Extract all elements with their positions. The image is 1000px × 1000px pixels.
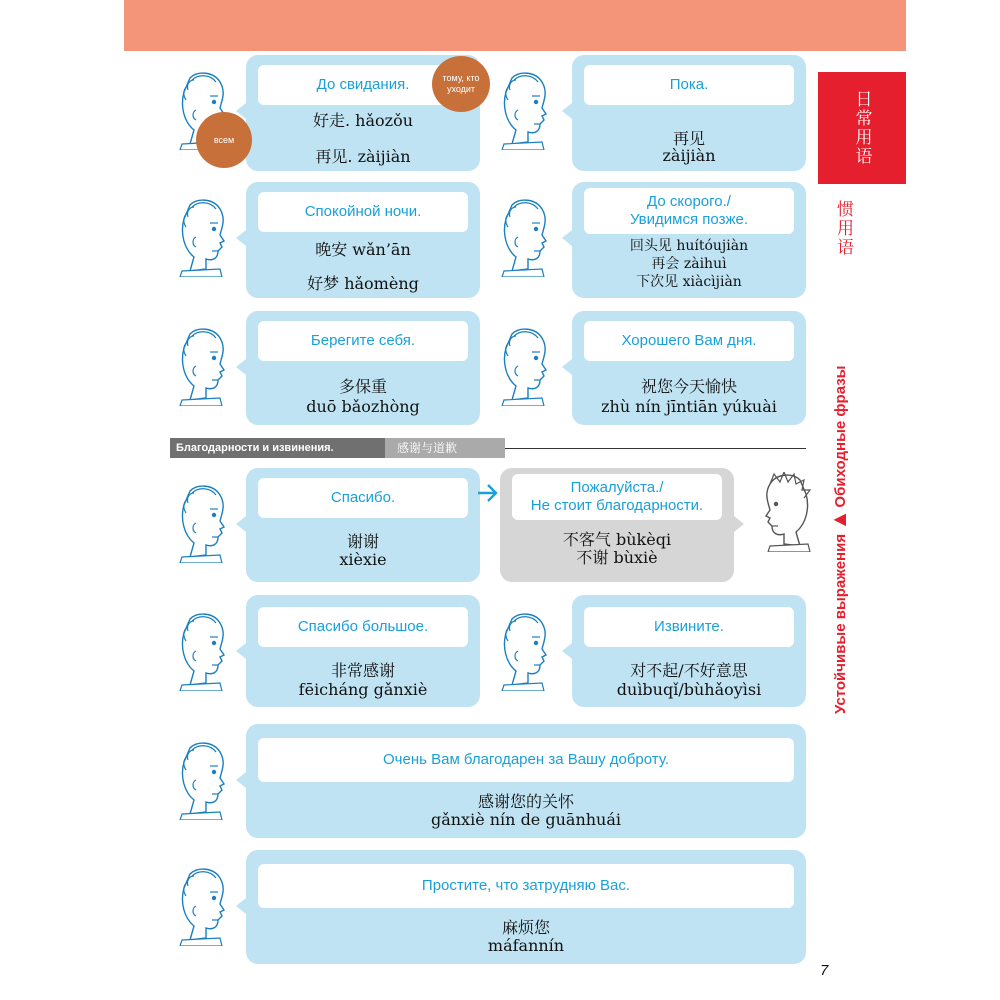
person-icon xyxy=(176,483,238,563)
section-header xyxy=(170,438,806,458)
person-icon xyxy=(176,326,238,406)
phrase-zh-line: 再见. zàijiàn xyxy=(315,147,411,166)
phrase-card xyxy=(572,311,806,425)
section-title-zh: 感谢与道歉 xyxy=(385,438,505,458)
phrase-zh-line: 晚安 wǎn’ān xyxy=(315,240,411,259)
phrase-ru: Берегите себя. xyxy=(258,321,468,361)
phrase-zh-line: 谢谢 xyxy=(346,532,379,551)
phrase-zh-line: gǎnxiè nín de guānhuái xyxy=(430,810,622,829)
person-icon xyxy=(498,197,560,277)
tag-bubble-all: всем xyxy=(196,112,252,168)
phrase-zh-line: 下次见 xiàcìjiàn xyxy=(636,274,742,290)
phrase-zh-line: 对不起/不好意思 xyxy=(630,661,748,680)
page-number: 7 xyxy=(820,962,829,979)
phrase-zh-line: 回头见 huítóujiàn xyxy=(629,238,749,254)
phrase-ru xyxy=(512,474,722,520)
phrase-zh-line: 麻烦您 xyxy=(501,918,550,937)
sidebar-sub: 惯用语 xyxy=(833,200,853,257)
phrase-card xyxy=(572,595,806,707)
phrase-zh-line: xièxie xyxy=(339,550,387,569)
phrase-zh-line: duō bǎozhòng xyxy=(306,397,420,416)
phrase-ru-line: Не стоит благодарности. xyxy=(530,497,704,514)
phrase-card xyxy=(246,468,480,582)
sidebar-title: Устойчивые выражения ▶ Обиходные фразы xyxy=(832,365,849,715)
phrase-ru-line: Увидимся позже. xyxy=(630,211,748,228)
phrase-ru: Извините. xyxy=(584,607,794,647)
phrase-ru: Очень Вам благодарен за Вашу доброту. xyxy=(258,738,794,782)
phrase-ru: Спасибо большое. xyxy=(258,607,468,647)
phrase-ru: До свидания. xyxy=(258,65,468,105)
phrase-card xyxy=(246,182,480,298)
phrase-zh-line: 好梦 hǎomèng xyxy=(307,274,419,293)
phrase-zh-line: 再会 zàihuì xyxy=(651,256,727,272)
section-title-ru: Благодарности и извинения. xyxy=(170,438,385,458)
phrase-zh-line: 不谢 bùxiè xyxy=(576,548,658,567)
person-icon xyxy=(498,70,560,150)
phrase-ru: Хорошего Вам дня. xyxy=(584,321,794,361)
phrase-card xyxy=(246,595,480,707)
phrase-zh-line: zhù nín jīntiān yúkuài xyxy=(601,397,777,416)
phrase-ru xyxy=(584,188,794,234)
phrase-zh-line: 好走. hǎozǒu xyxy=(312,111,414,130)
phrase-zh-line: duìbuqǐ/bùhǎoyìsi xyxy=(616,680,762,699)
reply-card xyxy=(500,468,734,582)
phrase-card xyxy=(246,724,806,838)
top-band xyxy=(124,0,906,51)
sidebar-header: 日常用语 xyxy=(851,90,872,166)
phrase-ru: Простите, что затрудняю Вас. xyxy=(258,864,794,908)
person-icon xyxy=(176,611,238,691)
phrase-zh-line: 多保重 xyxy=(338,377,387,396)
phrase-ru: Спасибо. xyxy=(258,478,468,518)
person-icon xyxy=(752,472,814,552)
person-icon xyxy=(176,866,238,946)
phrase-ru-line: Пожалуйста./ xyxy=(570,479,664,496)
section-divider xyxy=(505,448,806,449)
phrase-zh-line: máfannín xyxy=(487,936,565,955)
phrase-zh-line: fēicháng gǎnxiè xyxy=(298,680,428,699)
phrase-card xyxy=(572,55,806,171)
person-icon xyxy=(176,740,238,820)
arrow-right-icon xyxy=(476,482,500,504)
phrase-zh-line: 再见 xyxy=(672,129,705,148)
phrase-card xyxy=(246,850,806,964)
person-icon xyxy=(498,326,560,406)
phrase-card xyxy=(572,182,806,298)
phrase-card xyxy=(246,311,480,425)
phrase-ru-line: До скорого./ xyxy=(647,193,731,210)
phrase-zh-line: 非常感谢 xyxy=(330,661,395,680)
person-icon xyxy=(176,197,238,277)
tag-bubble-leaving: тому, кто уходит xyxy=(432,56,490,112)
phrase-zh-line: 不客气 bùkèqi xyxy=(562,530,672,549)
phrase-ru: Пока. xyxy=(584,65,794,105)
phrase-zh-line: 感谢您的关怀 xyxy=(477,792,574,811)
person-icon xyxy=(498,611,560,691)
phrase-ru: Спокойной ночи. xyxy=(258,192,468,232)
phrase-zh-line: 祝您今天愉快 xyxy=(640,377,737,396)
phrase-zh-line: zàijiàn xyxy=(662,146,716,165)
